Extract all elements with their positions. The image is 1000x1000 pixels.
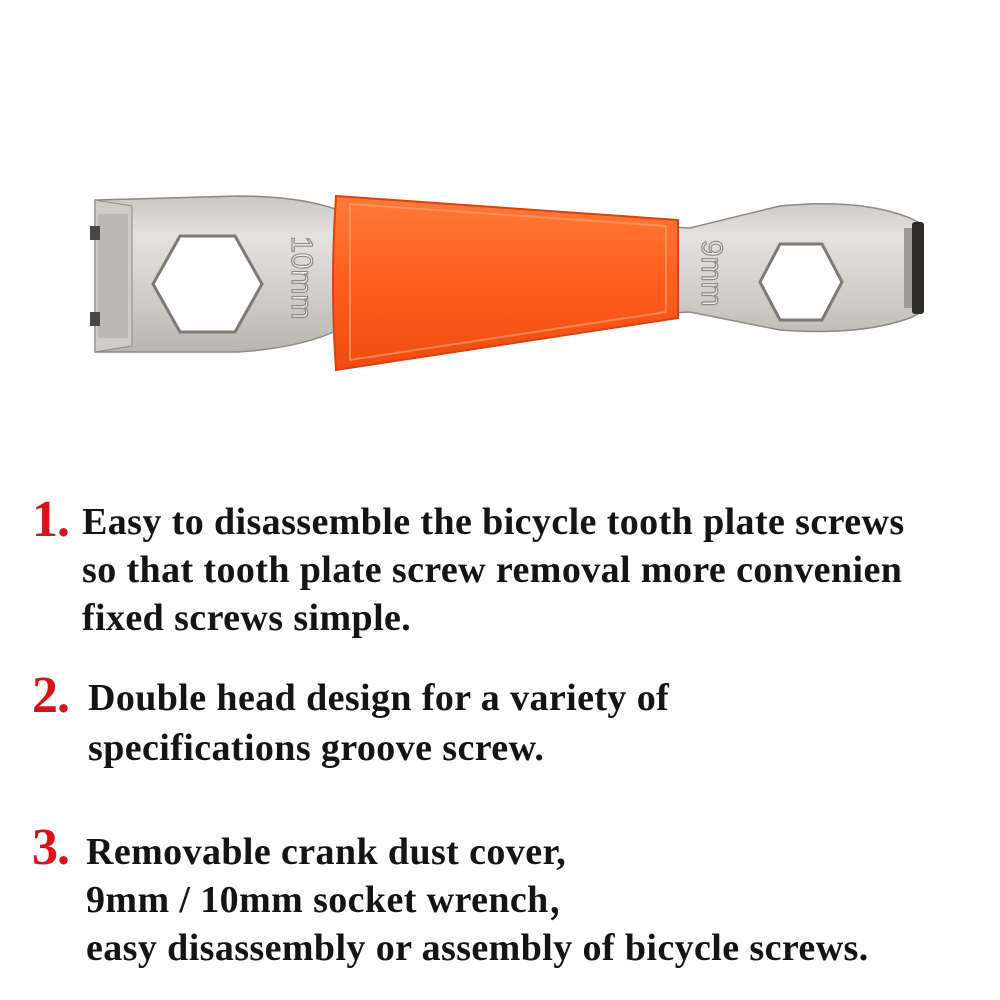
feature-text-line: Double head design for a variety of xyxy=(88,677,670,719)
feature-number: 3. xyxy=(32,819,69,876)
feature-text-line: easy disassembly or assembly of bicycle screws. xyxy=(86,927,869,969)
wrench-tool-image xyxy=(0,0,1000,460)
engraving-10mm: 10mm xyxy=(285,236,318,320)
orange-grip xyxy=(333,196,678,370)
feature-number: 2. xyxy=(32,667,69,724)
feature-text-line: Removable crank dust cover, xyxy=(86,831,567,873)
engraving-9mm: 9mm xyxy=(695,240,728,307)
feature-text-line: so that tooth plate screw removal more convenien xyxy=(82,549,903,591)
feature-number: 1. xyxy=(32,491,69,548)
feature-text-line: specifications groove screw. xyxy=(88,727,545,769)
feature-text-line: fixed screws simple. xyxy=(82,597,412,639)
feature-text-line: 9mm / 10mm socket wrench， xyxy=(86,879,588,921)
feature-text-line: Easy to disassemble the bicycle tooth plate screws xyxy=(82,501,905,543)
